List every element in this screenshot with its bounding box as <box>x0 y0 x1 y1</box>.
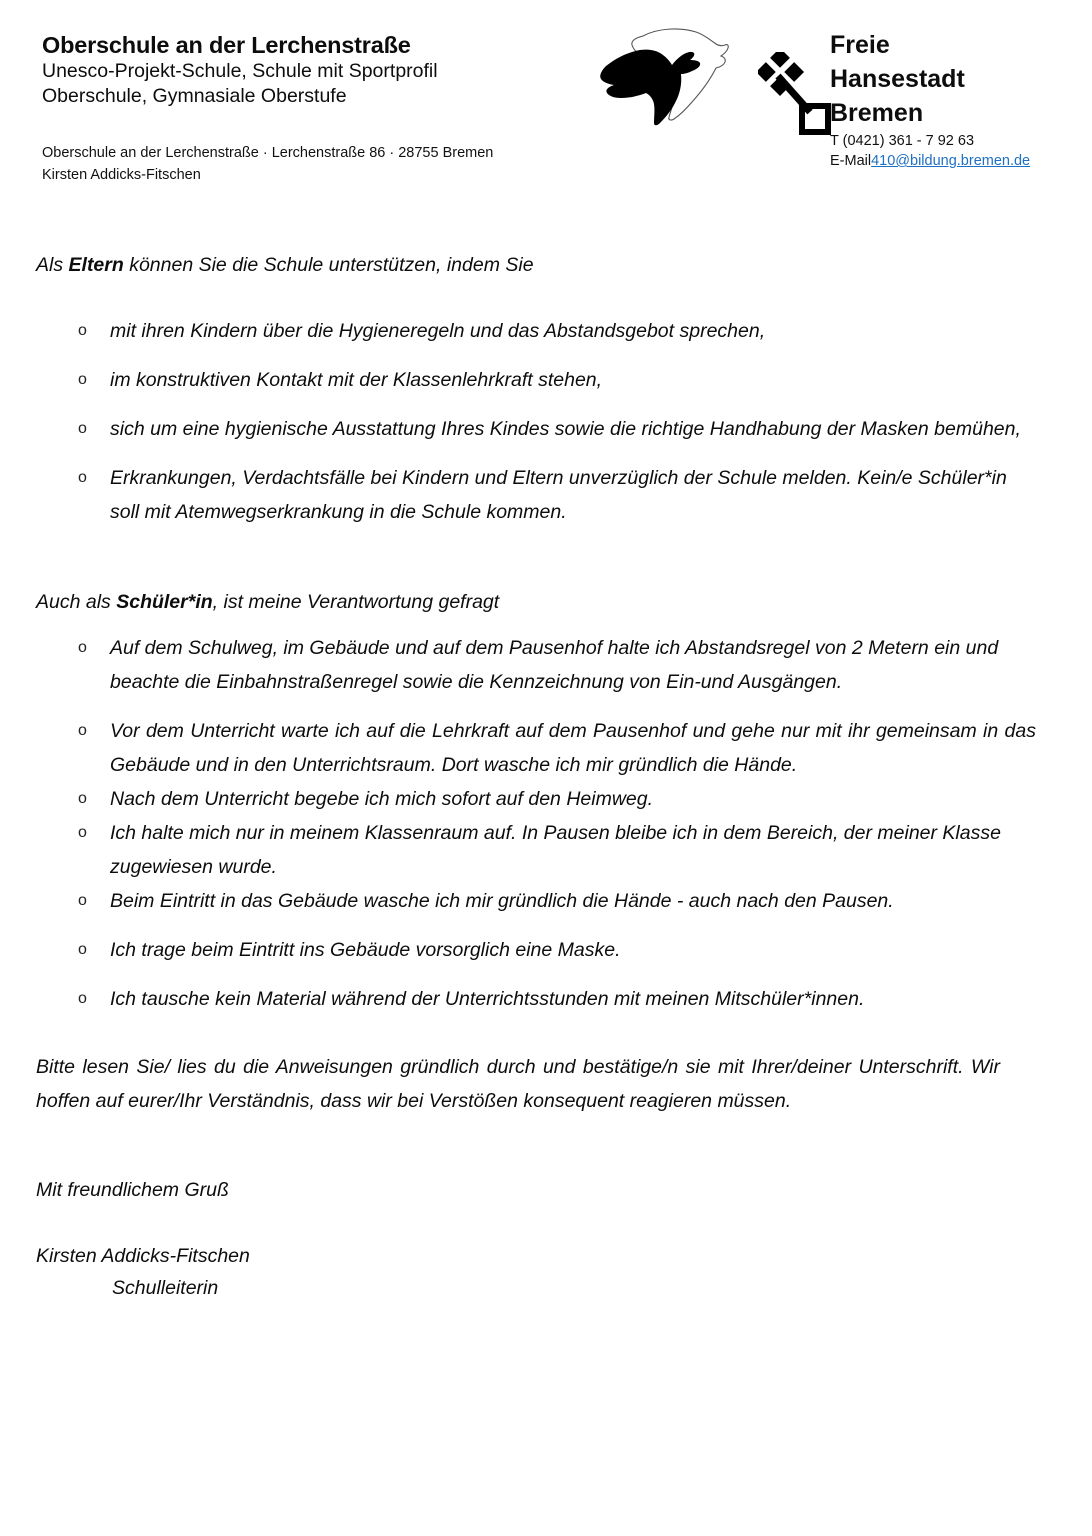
state-line-freie: Freie <box>830 31 890 59</box>
bullet-marker: o <box>78 469 87 486</box>
bullet-marker: o <box>78 322 87 339</box>
dove-logo-icon <box>588 22 738 142</box>
parents-bullet-list <box>36 314 1036 529</box>
bullet-marker: o <box>78 892 87 909</box>
bullet-marker: o <box>78 790 87 807</box>
closing-greeting: Mit freundlichem Gruß <box>36 1179 229 1201</box>
list-item-text: Auf dem Schulweg, im Gebäude und auf dem Pausenhof halte ich Abstandsregel von 2 Metern ein und beachte die Einbahnstraßenregel sowie die Kennzeichnung von Ein-und Ausgängen. <box>110 637 999 693</box>
parents-heading-prefix: Als <box>36 254 69 276</box>
bremen-key-icon <box>758 52 834 138</box>
bullet-marker: o <box>78 371 87 388</box>
students-heading-bold: Schüler*in <box>116 591 213 613</box>
letterhead <box>0 0 1092 210</box>
list-item-text: Ich halte mich nur in meinem Klassenraum auf. In Pausen bleibe ich in dem Bereich, der meiner Klasse zugewiesen wurde. <box>110 822 1001 878</box>
bullet-marker: o <box>78 639 87 656</box>
list-item <box>36 816 1036 884</box>
list-item <box>36 314 1036 348</box>
closing-paragraph: Bitte lesen Sie/ lies du die Anweisungen gründlich durch und bestätige/n sie mit Ihrer/deiner Unterschrift. Wir hoffen auf eurer/Ihr Verständnis, dass wir bei Verstößen konsequent reagieren müssen. <box>36 1056 1000 1112</box>
state-authority-block <box>830 28 1070 171</box>
list-item-text: sich um eine hygienische Ausstattung Ihres Kindes sowie die richtige Handhabung der Masken bemühen, <box>110 418 1021 440</box>
list-item-text: Vor dem Unterricht warte ich auf die Lehrkraft auf dem Pausenhof und gehe nur mit ihr gemeinsam in das Gebäude und in den Unterrichtsraum. Dort wasche ich mir gründlich die Hände. <box>110 720 1036 776</box>
list-item-text: im konstruktiven Kontakt mit der Klassenlehrkraft stehen, <box>110 369 603 391</box>
list-item <box>36 884 1036 918</box>
list-item-text: Ich tausche kein Material während der Unterrichtsstunden mit meinen Mitschüler*innen. <box>110 988 865 1010</box>
list-item <box>36 412 1036 446</box>
spacer <box>36 280 1036 314</box>
school-subtitle-line-2: Oberschule, Gymnasiale Oberstufe <box>42 85 347 107</box>
students-heading-suffix: , ist meine Verantwortung gefragt <box>212 591 500 613</box>
list-item-text: Beim Eintritt in das Gebäude wasche ich mir gründlich die Hände - auch nach den Pausen. <box>110 890 894 912</box>
signer-name: Kirsten Addicks-Fitschen <box>36 1245 250 1267</box>
spacer <box>36 617 1036 631</box>
bullet-marker: o <box>78 420 87 437</box>
email-line <box>830 151 1070 171</box>
list-item <box>36 714 1036 782</box>
phone-number: T (0421) 361 - 7 92 63 <box>830 133 975 149</box>
bullet-marker: o <box>78 990 87 1007</box>
bullet-marker: o <box>78 941 87 958</box>
spacer <box>36 1016 1036 1050</box>
school-subtitle-line-1: Unesco-Projekt-Schule, Schule mit Sportprofil <box>42 60 438 82</box>
return-address-block <box>42 142 602 186</box>
signer-role: Schulleiterin <box>112 1277 219 1299</box>
spacer <box>36 529 1036 587</box>
list-item <box>36 363 1036 397</box>
parents-heading-suffix: können Sie die Schule unterstützen, indem Sie <box>123 254 534 276</box>
list-item <box>36 982 1036 1016</box>
school-identity-block <box>42 32 562 109</box>
students-heading-prefix: Auch als <box>36 591 117 613</box>
return-address-person: Kirsten Addicks-Fitschen <box>42 167 201 183</box>
list-item-text: Nach dem Unterricht begebe ich mich sofort auf den Heimweg. <box>110 788 654 810</box>
email-link[interactable]: 410@bildung.bremen.de <box>871 153 1031 169</box>
letter-body <box>36 250 1036 1304</box>
state-line-bremen: Bremen <box>830 99 924 127</box>
spacer <box>36 1118 1036 1174</box>
parents-heading-bold: Eltern <box>68 254 124 276</box>
email-label: E-Mail <box>830 153 872 169</box>
list-item-text: Ich trage beim Eintritt ins Gebäude vorsorglich eine Maske. <box>110 939 621 961</box>
parents-section-heading <box>36 250 1036 280</box>
list-item-text: mit ihren Kindern über die Hygieneregeln und das Abstandsgebot sprechen, <box>110 320 766 342</box>
bullet-marker: o <box>78 824 87 841</box>
list-item-text: Erkrankungen, Verdachtsfälle bei Kindern und Eltern unverzüglich der Schule melden. Kein/e Schüler*in soll mit Atemwegserkrankung in die Schule kommen. <box>110 467 1007 523</box>
bullet-marker: o <box>78 722 87 739</box>
state-line-hansestadt: Hansestadt <box>830 65 965 93</box>
return-address-line: Oberschule an der Lerchenstraße · Lerchenstraße 86 · 28755 Bremen <box>42 145 494 161</box>
school-name: Oberschule an der Lerchenstraße <box>42 32 411 58</box>
list-item <box>36 631 1036 699</box>
students-bullet-list <box>36 631 1036 1016</box>
list-item <box>36 782 1036 816</box>
list-item <box>36 933 1036 967</box>
students-section-heading <box>36 587 1036 617</box>
spacer <box>36 1206 1036 1240</box>
list-item <box>36 461 1036 529</box>
